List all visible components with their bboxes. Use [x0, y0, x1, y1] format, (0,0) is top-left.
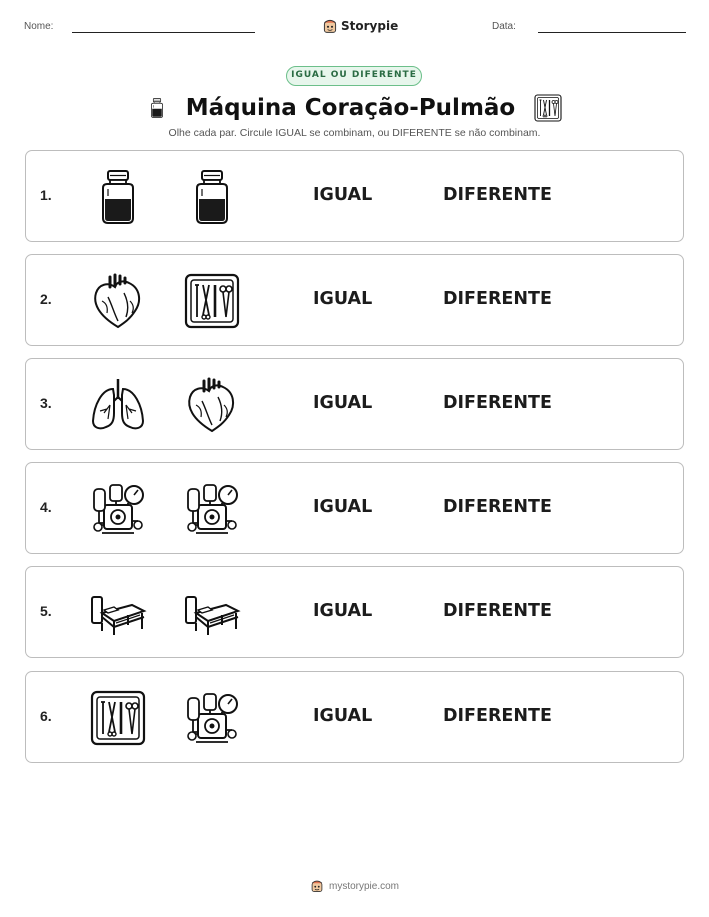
- row-number: 1.: [40, 187, 52, 203]
- lungs-icon: [88, 375, 148, 435]
- left-picture: [88, 583, 148, 643]
- brand-logo: [322, 18, 398, 34]
- exercise-row: [25, 671, 684, 763]
- left-picture: [88, 271, 148, 331]
- same-option[interactable]: IGUAL: [313, 185, 373, 205]
- same-option[interactable]: IGUAL: [313, 497, 373, 517]
- left-picture: [88, 167, 148, 227]
- row-number: 2.: [40, 291, 52, 307]
- surgical-tools-icon: [533, 93, 563, 123]
- left-picture: [88, 688, 148, 748]
- name-line[interactable]: [72, 32, 255, 33]
- exercise-row: [25, 358, 684, 450]
- right-picture: [182, 583, 242, 643]
- right-picture: [182, 375, 242, 435]
- hospital-bed-icon: [88, 583, 148, 643]
- left-picture: [88, 479, 148, 539]
- surgical-tools-icon: [88, 688, 148, 748]
- medicine-vial-icon: [182, 167, 242, 227]
- different-option[interactable]: DIFERENTE: [443, 289, 552, 309]
- exercise-row: [25, 150, 684, 242]
- same-option[interactable]: IGUAL: [313, 393, 373, 413]
- surgical-tools-icon: [182, 271, 242, 331]
- exercise-row: [25, 254, 684, 346]
- activity-badge: IGUAL OU DIFERENTE: [286, 66, 422, 86]
- row-number: 3.: [40, 395, 52, 411]
- row-number: 4.: [40, 499, 52, 515]
- mascot-icon: [322, 18, 338, 34]
- different-option[interactable]: DIFERENTE: [443, 185, 552, 205]
- right-picture: [182, 167, 242, 227]
- row-number: 5.: [40, 603, 52, 619]
- same-option[interactable]: IGUAL: [313, 706, 373, 726]
- name-label: Nome:: [24, 21, 54, 32]
- hospital-bed-icon: [182, 583, 242, 643]
- medicine-vial-icon: [88, 167, 148, 227]
- right-picture: [182, 479, 242, 539]
- exercise-row: [25, 566, 684, 658]
- page-title: [0, 92, 709, 124]
- different-option[interactable]: DIFERENTE: [443, 393, 552, 413]
- left-picture: [88, 375, 148, 435]
- instructions: Olhe cada par. Circule IGUAL se combinam, ou DIFERENTE se não combinam.: [168, 127, 541, 139]
- mascot-icon: [310, 879, 324, 893]
- same-option[interactable]: IGUAL: [313, 601, 373, 621]
- row-number: 6.: [40, 708, 52, 724]
- footer-url: mystorypie.com: [328, 880, 399, 892]
- different-option[interactable]: DIFERENTE: [443, 497, 552, 517]
- brand-name: Storypie: [341, 19, 399, 33]
- heart-lung-machine-icon: [182, 479, 242, 539]
- heart-icon: [88, 271, 148, 331]
- exercise-row: [25, 462, 684, 554]
- footer: [0, 879, 709, 893]
- heart-lung-machine-icon: [182, 688, 242, 748]
- date-line[interactable]: [538, 32, 686, 33]
- header: [0, 18, 709, 38]
- heart-icon: [182, 375, 242, 435]
- different-option[interactable]: DIFERENTE: [443, 706, 552, 726]
- right-picture: [182, 688, 242, 748]
- right-picture: [182, 271, 242, 331]
- title-text: Máquina Coração-Pulmão: [185, 95, 516, 121]
- different-option[interactable]: DIFERENTE: [443, 601, 552, 621]
- heart-lung-machine-icon: [88, 479, 148, 539]
- medicine-vial-icon: [146, 93, 168, 123]
- date-label: Data:: [492, 21, 516, 32]
- same-option[interactable]: IGUAL: [313, 289, 373, 309]
